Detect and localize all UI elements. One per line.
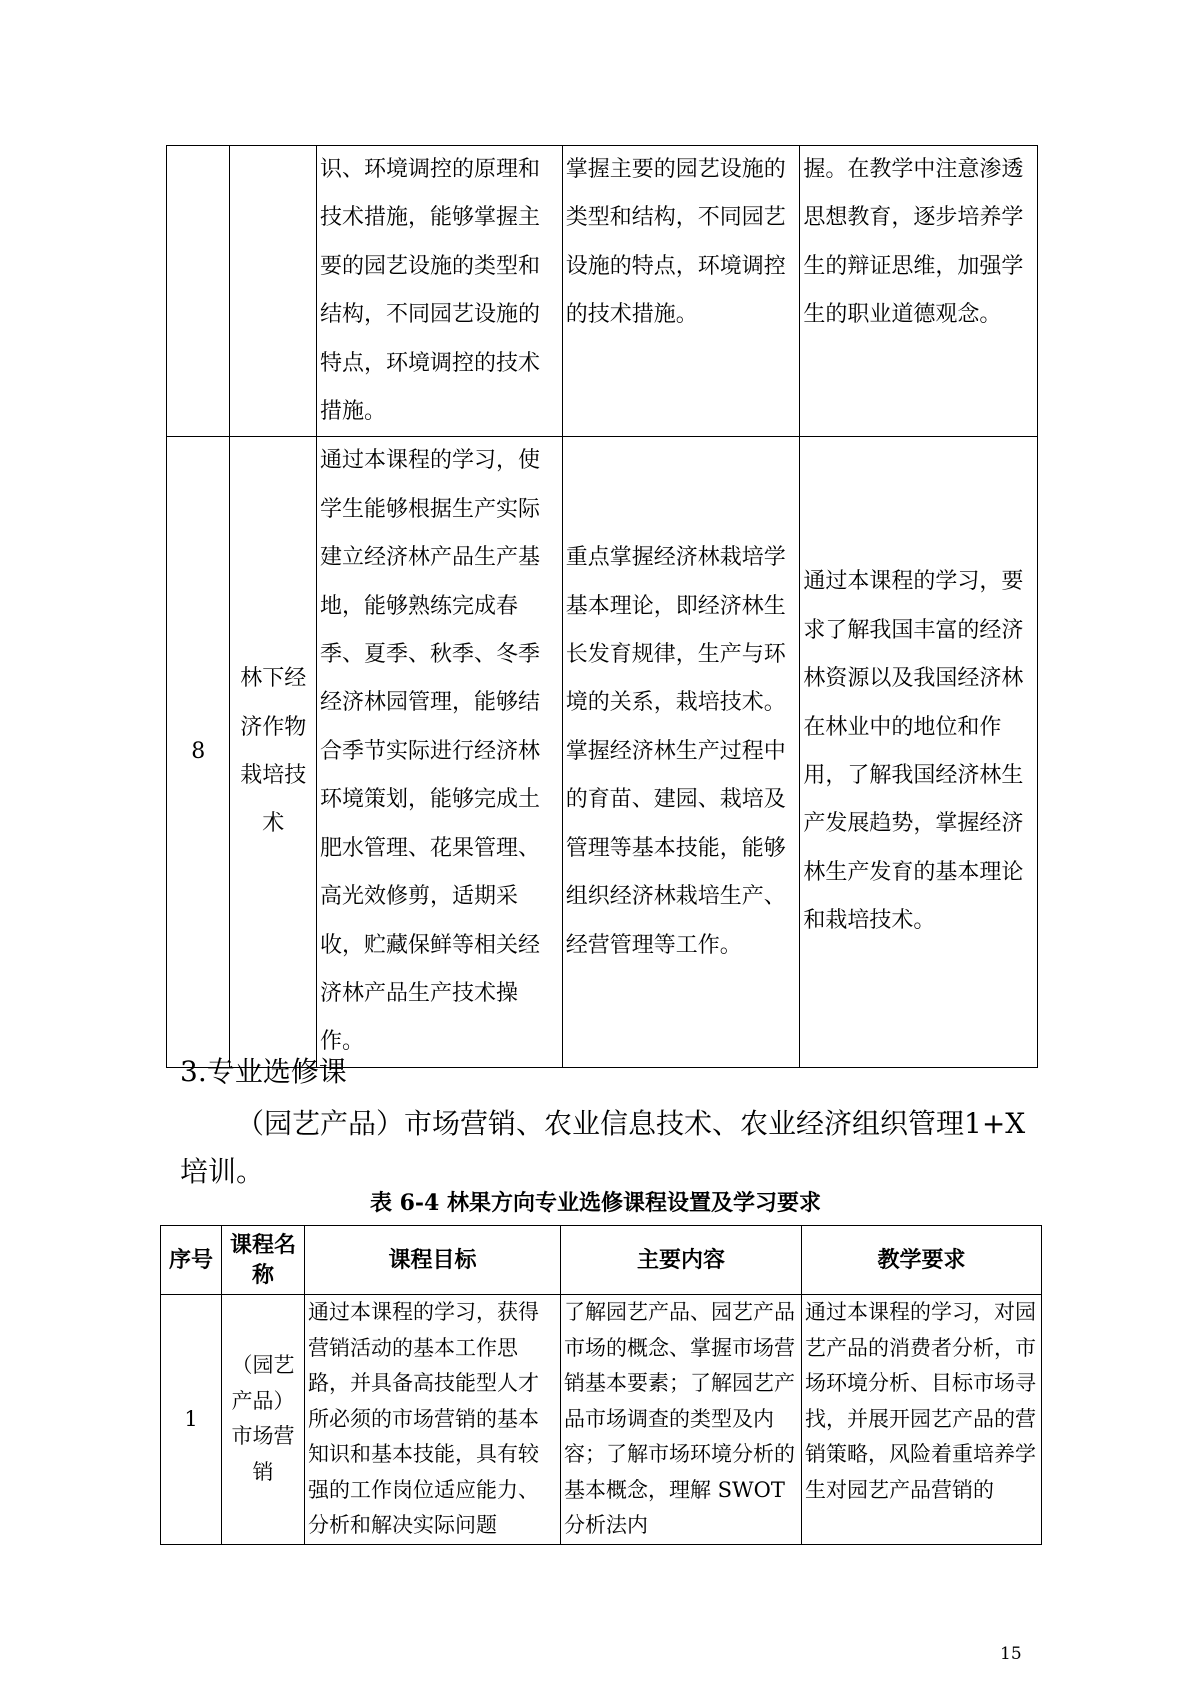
course-table-continued (166, 145, 1038, 1068)
elective-course-table (160, 1225, 1042, 1545)
cell-no: 8 (167, 437, 230, 1067)
cell-teaching-requirement: 通过本课程的学习，要求了解我国丰富的经济林资源以及我国经济林在林业中的地位和作用，了解我国经济林生产发展趋势，掌握经济林生产发育的基本理论和栽培技术。 (800, 437, 1038, 1067)
table-row (161, 1295, 1042, 1545)
cell-no (167, 146, 230, 437)
header-course-name: 课程名称 (222, 1226, 305, 1295)
cell-teaching-requirement: 通过本课程的学习，对园艺产品的消费者分析，市场环境分析、目标市场寻找，并展开园艺产品的营销策略，风险着重培养学生对园艺产品营销的 (802, 1295, 1042, 1545)
table-row (167, 437, 1038, 1067)
cell-teaching-requirement: 握。在教学中注意渗透思想教育，逐步培养学生的辩证思维，加强学生的职业道德观念。 (800, 146, 1038, 437)
header-no: 序号 (161, 1226, 222, 1295)
header-teaching-requirement: 教学要求 (802, 1226, 1042, 1295)
cell-main-content: 重点掌握经济林栽培学基本理论，即经济林生长发育规律，生产与环境的关系，栽培技术。掌握经济林生产过程中的育苗、建园、栽培及管理等基本技能，能够组织经济林栽培生产、经营管理等工作。 (562, 437, 800, 1067)
cell-course-goal: 识、环境调控的原理和技术措施，能够掌握主要的园艺设施的类型和结构，不同园艺设施的特点，环境调控的技术措施。 (317, 146, 563, 437)
cell-main-content: 掌握主要的园艺设施的类型和结构，不同园艺设施的特点，环境调控的技术措施。 (562, 146, 800, 437)
section-heading: 3.专业选修课 (180, 1055, 347, 1088)
cell-no: 1 (161, 1295, 222, 1545)
cell-course-name (230, 146, 317, 437)
cell-course-goal: 通过本课程的学习，获得营销活动的基本工作思路，并具备高技能型人才所必须的市场营销的基本知识和基本技能，具有较强的工作岗位适应能力、分析和解决实际问题 (305, 1295, 561, 1545)
header-main-content: 主要内容 (561, 1226, 802, 1295)
page-number: 15 (1000, 1644, 1022, 1664)
section-paragraph: （园艺产品）市场营销、农业信息技术、农业经济组织管理1+X 培训。 (180, 1107, 1026, 1188)
cell-course-goal: 通过本课程的学习，使学生能够根据生产实际建立经济林产品生产基地，能够熟练完成春季、夏季、秋季、冬季经济林园管理，能够结合季节实际进行经济林环境策划，能够完成土肥水管理、花果管理、高光效修剪，适期采收，贮藏保鲜等相关经济林产品生产技术操作。 (317, 437, 563, 1067)
cell-course-name: （园艺产品）市场营销 (222, 1295, 305, 1545)
header-course-goal: 课程目标 (305, 1226, 561, 1295)
table-header-row (161, 1226, 1042, 1295)
table-caption: 表 6-4 林果方向专业选修课程设置及学习要求 (369, 1190, 822, 1216)
table-row (167, 146, 1038, 437)
cell-course-name: 林下经济作物栽培技术 (230, 437, 317, 1067)
cell-main-content: 了解园艺产品、园艺产品市场的概念、掌握市场营销基本要素；了解园艺产品市场调查的类型及内容；了解市场环境分析的基本概念，理解 SWOT 分析法内 (561, 1295, 802, 1545)
